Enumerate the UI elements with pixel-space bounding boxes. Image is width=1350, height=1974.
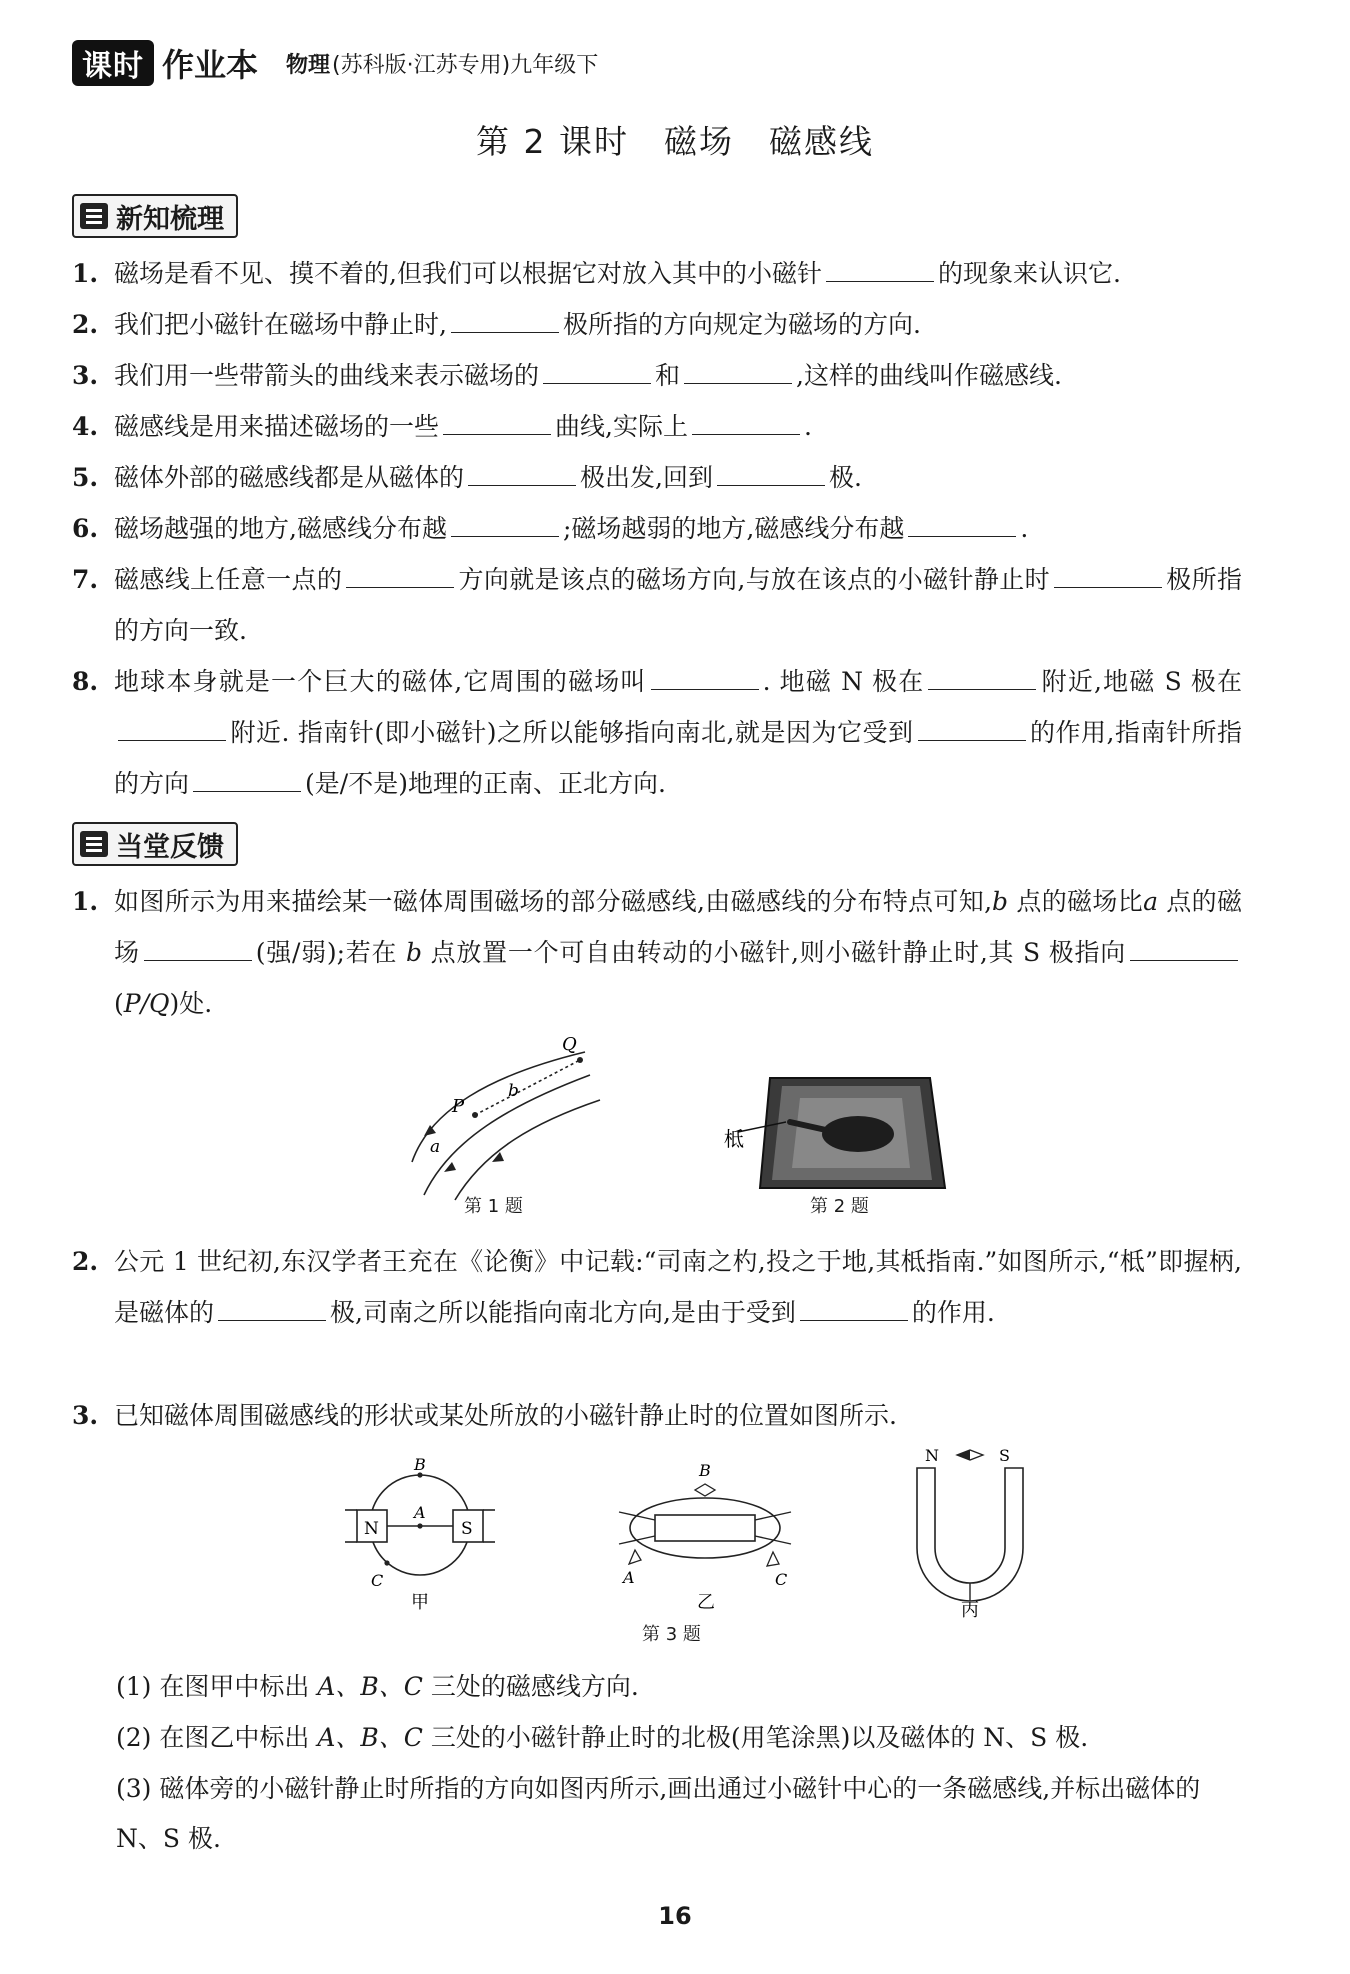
answer-blank[interactable]	[543, 359, 651, 384]
label-b: B	[414, 1455, 426, 1474]
compass-needle-north	[957, 1450, 970, 1460]
subquestion-1: (1) 在图甲中标出 A、B、C 三处的磁感线方向.	[116, 1672, 639, 1701]
figure-3-caption: 第 3 题	[642, 1624, 701, 1645]
answer-blank[interactable]	[692, 410, 800, 435]
label-b: b	[508, 1081, 519, 1101]
question-1-6: 6. 磁场越强的地方,磁感线分布越 ;磁场越弱的地方,磁感线分布越 .	[72, 514, 1029, 543]
question-1-1: 1. 磁场是看不见、摸不着的,但我们可以根据它对放入其中的小磁针 的现象来认识它.	[72, 259, 1121, 288]
label-a: A	[623, 1568, 635, 1587]
answer-blank[interactable]	[218, 1296, 326, 1321]
label-q: Q	[562, 1034, 577, 1055]
point-q	[577, 1057, 583, 1063]
answer-blank[interactable]	[908, 512, 1016, 537]
question-1-8: 8. 地球本身就是一个巨大的磁体,它周围的磁场叫 . 地磁 N 极在 附近,地磁 S 极在附近. 指南针(即小磁针)之所以能够指向南北,就是因为它受到 的作用,指南针所指的方向 (是/不是)地理的正南、正北方向.	[72, 667, 1242, 798]
arrow-head	[444, 1162, 456, 1172]
figure-label-bing: 丙	[961, 1600, 979, 1621]
answer-blank[interactable]	[1130, 936, 1238, 961]
figure-1-caption: 第 1 题	[464, 1196, 523, 1217]
answer-blank[interactable]	[451, 512, 559, 537]
pencil-icon	[80, 831, 108, 857]
answer-blank[interactable]	[928, 665, 1036, 690]
label-n: N	[925, 1446, 939, 1465]
compass-needle-a	[629, 1550, 641, 1564]
label-p: P	[452, 1096, 465, 1117]
label-s: S	[461, 1519, 473, 1539]
page-header	[72, 38, 598, 88]
question-1-2: 2. 我们把小磁针在磁场中静止时, 极所指的方向规定为磁场的方向.	[72, 310, 921, 339]
arrow-head	[424, 1125, 436, 1136]
u-magnet	[917, 1468, 1023, 1601]
bar-magnet	[655, 1515, 755, 1541]
point-c	[384, 1560, 389, 1565]
label-c: C	[775, 1570, 788, 1589]
notebook-icon	[80, 203, 108, 229]
answer-blank[interactable]	[468, 461, 576, 486]
answer-blank[interactable]	[684, 359, 792, 384]
figure-3-jia	[345, 1455, 495, 1615]
question-2-3: 3. 已知磁体周围磁感线的形状或某处所放的小磁针静止时的位置如图所示.	[72, 1401, 897, 1430]
lesson-title: 第 2 课时 磁场 磁感线	[476, 122, 874, 161]
answer-blank[interactable]	[144, 936, 252, 961]
label-a: A	[414, 1503, 426, 1522]
label-di: 柢	[724, 1127, 744, 1151]
answer-blank[interactable]	[918, 716, 1026, 741]
answer-blank[interactable]	[1054, 563, 1162, 588]
figure-3-yi	[615, 1460, 795, 1615]
figure-label-yi: 乙	[697, 1592, 715, 1613]
question-1-3: 3. 我们用一些带箭头的曲线来表示磁场的 和 ,这样的曲线叫作磁感线.	[72, 361, 1062, 390]
compass-needle-c	[767, 1552, 779, 1566]
figure-3-bing	[905, 1438, 1035, 1621]
answer-blank[interactable]	[451, 308, 559, 333]
question-2-2: 2. 公元 1 世纪初,东汉学者王充在《论衡》中记载:“司南之杓,投之于地,其柢指南.”如图所示,“柢”即握柄,是磁体的 极,司南之所以能指向南北方向,是由于受到 的作用.	[72, 1247, 1242, 1327]
figure-2-sinan-compass	[724, 1070, 950, 1200]
answer-blank[interactable]	[118, 716, 226, 741]
subquestion-3: (3) 磁体旁的小磁针静止时所指的方向如图丙所示,画出通过小磁针中心的一条磁感线,并标出磁体的 N、S 极.	[116, 1774, 1201, 1853]
answer-blank[interactable]	[651, 665, 759, 690]
figure-2-caption: 第 2 题	[810, 1196, 869, 1217]
answer-blank[interactable]	[346, 563, 454, 588]
label-n: N	[364, 1519, 379, 1539]
question-2-1: 1. 如图所示为用来描绘某一磁体周围磁场的部分磁感线,由磁感线的分布特点可知,b 点的磁场比a 点的磁场 (强/弱);若在 b 点放置一个可自由转动的小磁针,则小磁针静止时,其 S 极指向(P/Q)处.	[72, 887, 1242, 1018]
figure-label-jia: 甲	[411, 1592, 429, 1613]
question-1-4: 4. 磁感线是用来描述磁场的一些 曲线,实际上 .	[72, 412, 812, 441]
spoon-bowl	[822, 1116, 894, 1152]
field-line	[424, 1075, 590, 1195]
series-logo: 课时	[72, 40, 154, 86]
series-subtitle: 作业本	[162, 46, 259, 84]
label-c: C	[371, 1571, 384, 1590]
page-number: 16	[658, 1902, 692, 1930]
point-a	[417, 1523, 422, 1528]
section-heading-feedback: 当堂反馈	[72, 822, 238, 866]
arrow-head	[492, 1152, 504, 1162]
point-p	[472, 1112, 478, 1118]
subject-name: 物理	[286, 52, 331, 78]
label-b: B	[699, 1461, 711, 1480]
section-heading-new-knowledge: 新知梳理	[72, 194, 238, 238]
subquestion-2: (2) 在图乙中标出 A、B、C 三处的小磁针静止时的北极(用笔涂黑)以及磁体的 N、S 极.	[116, 1723, 1089, 1752]
edition-info: (苏科版·江苏专用)九年级下	[332, 52, 599, 78]
question-1-7: 7. 磁感线上任意一点的 方向就是该点的磁场方向,与放在该点的小磁针静止时 极所指的方向一致.	[72, 565, 1242, 645]
answer-blank[interactable]	[717, 461, 825, 486]
answer-blank[interactable]	[800, 1296, 908, 1321]
question-1-5: 5. 磁体外部的磁感线都是从磁体的 极出发,回到 极.	[72, 463, 862, 492]
label-a: a	[430, 1137, 441, 1157]
compass-needle-b	[695, 1484, 715, 1496]
answer-blank[interactable]	[193, 767, 301, 792]
answer-blank[interactable]	[826, 257, 934, 282]
label-s: S	[999, 1446, 1010, 1465]
figure-1-field-lines	[400, 1030, 610, 1210]
answer-blank[interactable]	[443, 410, 551, 435]
